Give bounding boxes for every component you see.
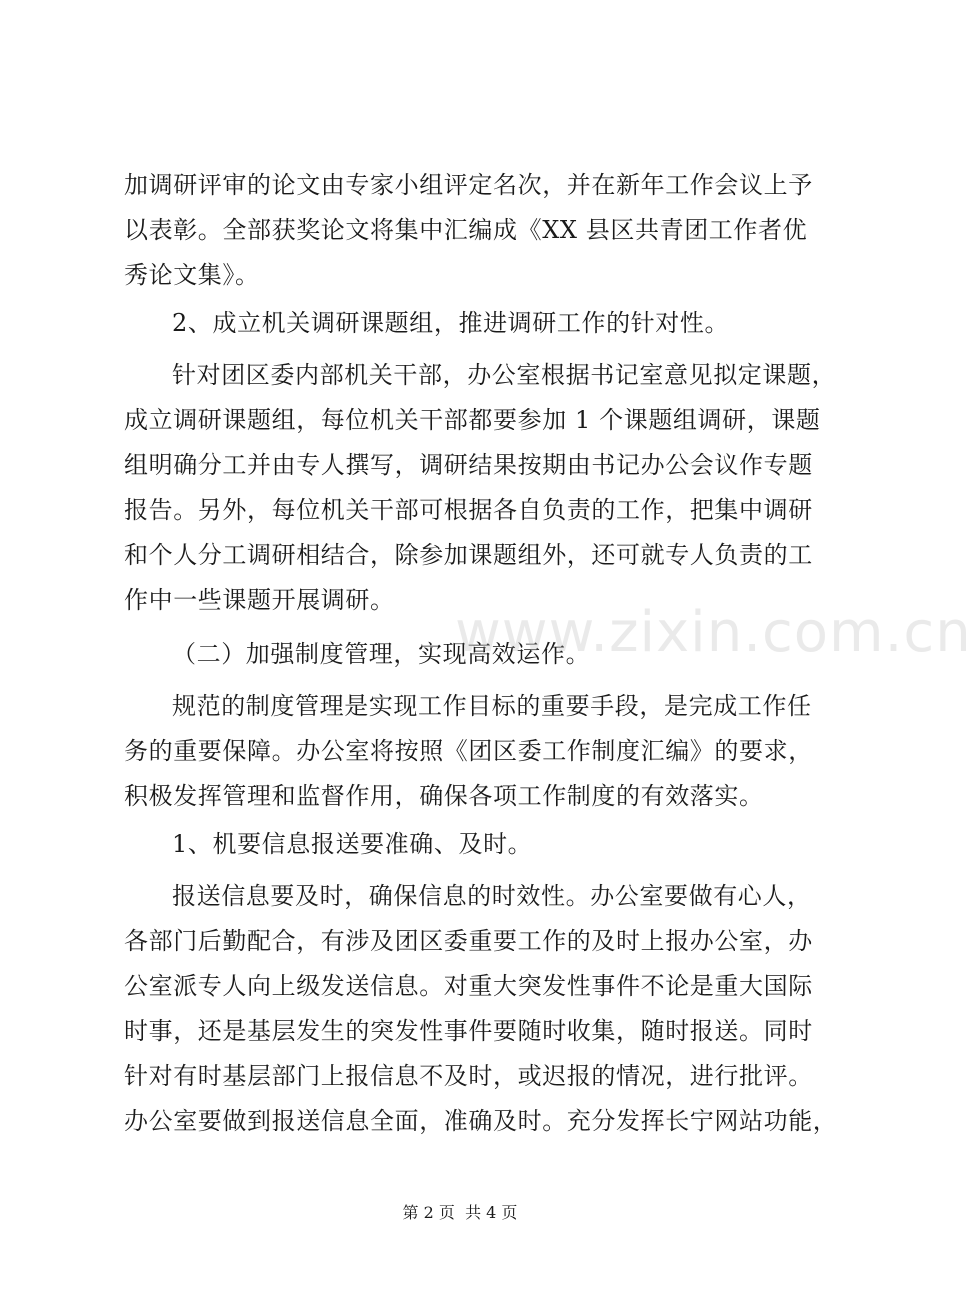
text-line: 公室派专人向上级发送信息。对重大突发性事件不论是重大国际 — [124, 972, 813, 1000]
text-line: 组明确分工并由专人撰写，调研结果按期由书记办公会议作专题 — [124, 451, 813, 479]
watermark: www.zixin.com.cn — [455, 600, 972, 665]
text-line: 秀论文集》。 — [124, 261, 260, 289]
text-line: 务的重要保障。办公室将按照《团区委工作制度汇编》的要求， — [124, 737, 813, 765]
section-heading: 1、机要信息报送要准确、及时。 — [172, 830, 533, 858]
section-heading: 2、成立机关调研课题组，推进调研工作的针对性。 — [172, 309, 730, 337]
text-line: 积极发挥管理和监督作用，确保各项工作制度的有效落实。 — [124, 782, 764, 810]
text-line: 加调研评审的论文由专家小组评定名次，并在新年工作会议上予 — [124, 171, 813, 199]
text-line: 办公室要做到报送信息全面，准确及时。充分发挥长宁网站功能， — [124, 1107, 838, 1135]
page-footer: 第 2 页 共 4 页 — [402, 1203, 518, 1222]
text-line: 各部门后勤配合，有涉及团区委重要工作的及时上报办公室，办 — [124, 927, 813, 955]
text-line: 和个人分工调研相结合，除参加课题组外，还可就专人负责的工 — [124, 541, 813, 569]
text-line: 成立调研课题组，每位机关干部都要参加 1 个课题组调研，课题 — [124, 406, 821, 434]
text-line: 报告。另外，每位机关干部可根据各自负责的工作，把集中调研 — [124, 496, 813, 524]
text-line: 以表彰。全部获奖论文将集中汇编成《XX 县区共青团工作者优 — [124, 216, 808, 244]
text-line: 时事，还是基层发生的突发性事件要随时收集，随时报送。同时 — [124, 1017, 813, 1045]
text-line: 作中一些课题开展调研。 — [124, 586, 395, 614]
section-heading: （二）加强制度管理，实现高效运作。 — [172, 640, 591, 668]
text-line: 规范的制度管理是实现工作目标的重要手段，是完成工作任 — [172, 692, 812, 720]
text-line: 针对团区委内部机关干部，办公室根据书记室意见拟定课题， — [172, 361, 837, 389]
text-line: 报送信息要及时，确保信息的时效性。办公室要做有心人， — [172, 882, 812, 910]
text-line: 针对有时基层部门上报信息不及时，或迟报的情况，进行批评。 — [124, 1062, 813, 1090]
